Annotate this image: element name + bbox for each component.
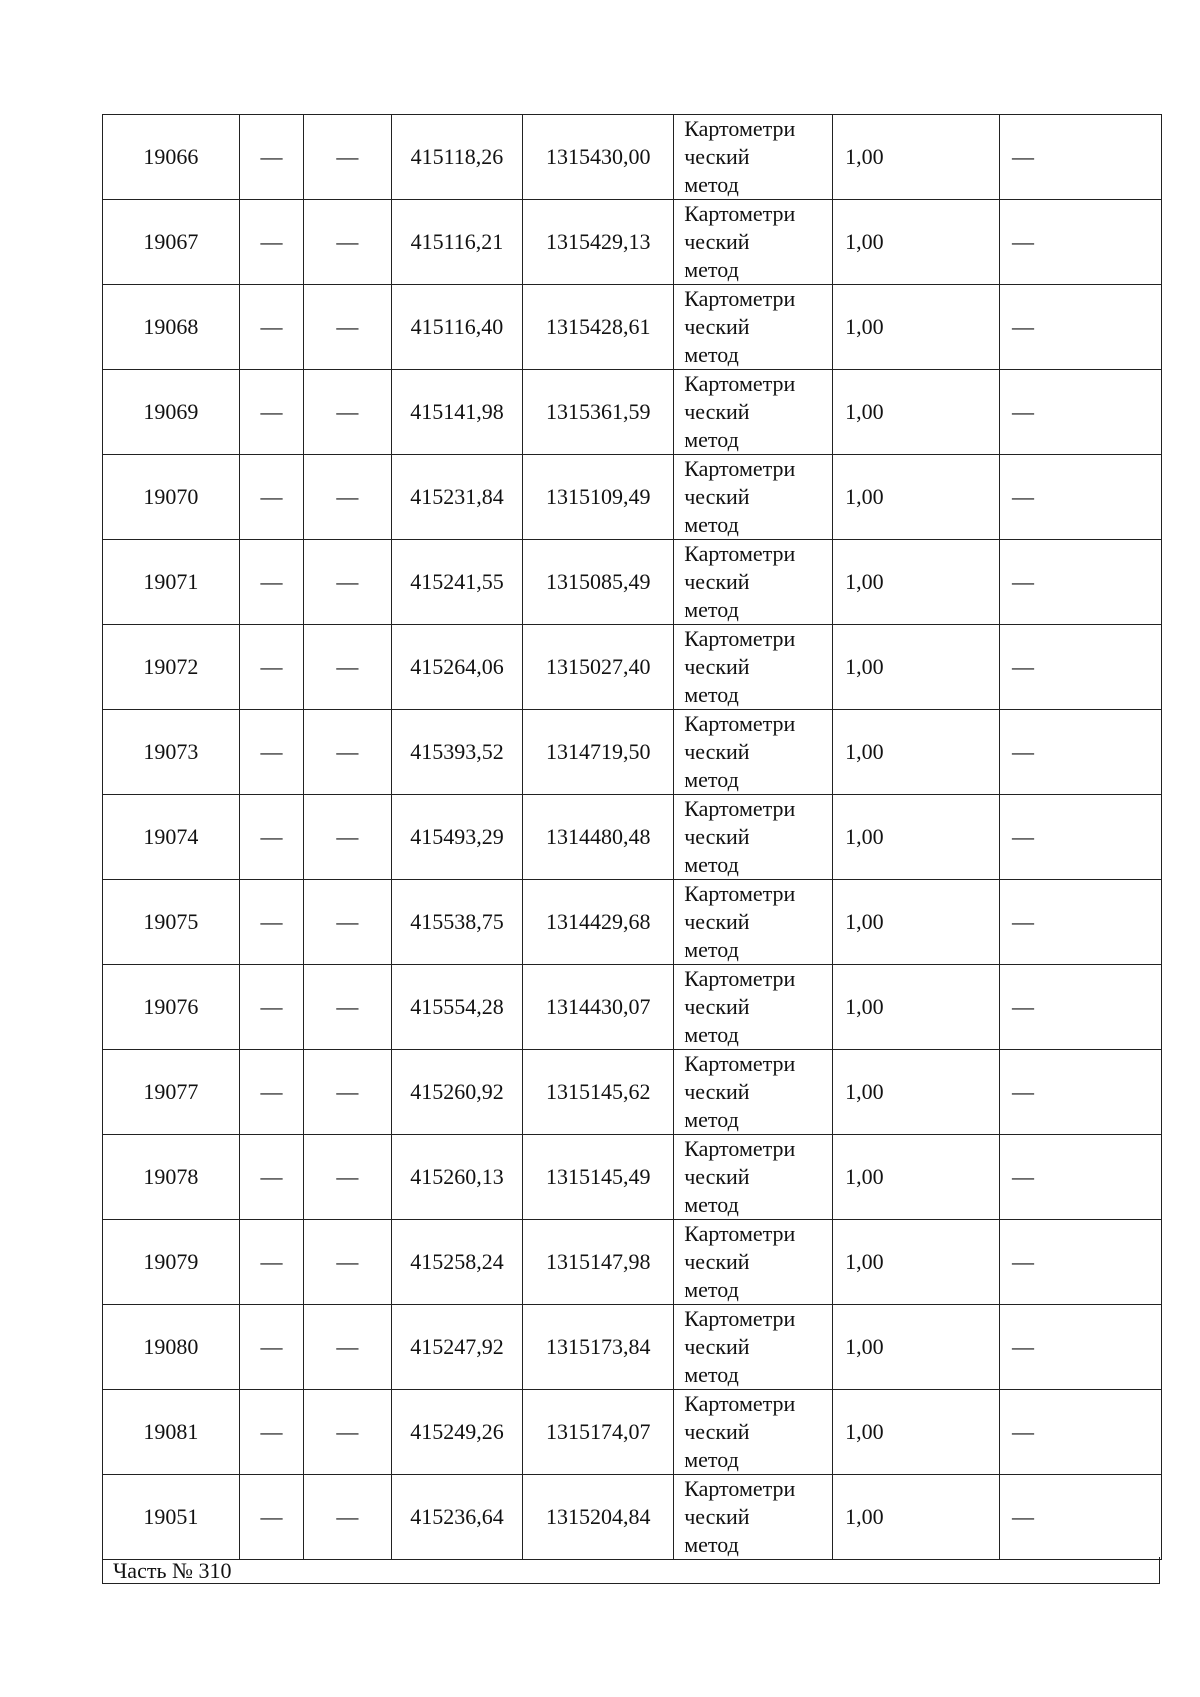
method-line-1: Картометри [684,1136,796,1161]
table-row [103,540,1162,625]
dash-cell-2: — [304,1305,391,1390]
method-cell [674,710,833,795]
dash-cell-3: — [1000,540,1162,625]
dash-cell-2: — [304,370,391,455]
method-line-3: метод [684,1107,739,1132]
point-number-cell: 19068 [103,285,240,370]
dash-cell-3: — [1000,370,1162,455]
method-line-2: ческий [684,654,750,679]
x-coordinate-cell: 415116,21 [391,200,523,285]
point-number-cell: 19077 [103,1050,240,1135]
method-cell [674,1135,833,1220]
dash-cell-2: — [304,965,391,1050]
accuracy-cell: 1,00 [833,625,1000,710]
table-row [103,1135,1162,1220]
method-line-3: метод [684,172,739,197]
point-number-cell: 19071 [103,540,240,625]
accuracy-cell: 1,00 [833,965,1000,1050]
dash-cell-3: — [1000,1135,1162,1220]
accuracy-cell: 1,00 [833,1050,1000,1135]
dash-cell-3: — [1000,285,1162,370]
method-line-1: Картометри [684,371,796,396]
table-row [103,1475,1162,1560]
y-coordinate-cell: 1315204,84 [523,1475,674,1560]
method-line-3: метод [684,852,739,877]
x-coordinate-cell: 415393,52 [391,710,523,795]
method-cell [674,965,833,1050]
method-line-3: метод [684,512,739,537]
table-row [103,965,1162,1050]
point-number-cell: 19051 [103,1475,240,1560]
point-number-cell: 19067 [103,200,240,285]
accuracy-cell: 1,00 [833,1220,1000,1305]
method-cell [674,455,833,540]
method-line-1: Картометри [684,541,796,566]
dash-cell-1: — [239,965,303,1050]
coordinates-table [102,114,1162,1560]
dash-cell-1: — [239,710,303,795]
dash-cell-1: — [239,625,303,710]
y-coordinate-cell: 1315147,98 [523,1220,674,1305]
accuracy-cell: 1,00 [833,455,1000,540]
point-number-cell: 19081 [103,1390,240,1475]
method-line-1: Картометри [684,966,796,991]
table-row [103,115,1162,200]
accuracy-cell: 1,00 [833,1475,1000,1560]
dash-cell-3: — [1000,1220,1162,1305]
point-number-cell: 19072 [103,625,240,710]
method-line-3: метод [684,597,739,622]
dash-cell-2: — [304,880,391,965]
dash-cell-1: — [239,1390,303,1475]
x-coordinate-cell: 415554,28 [391,965,523,1050]
method-line-3: метод [684,1362,739,1387]
table-row [103,1050,1162,1135]
dash-cell-1: — [239,1475,303,1560]
x-coordinate-cell: 415118,26 [391,115,523,200]
method-cell [674,1390,833,1475]
dash-cell-1: — [239,1050,303,1135]
method-line-1: Картометри [684,286,796,311]
point-number-cell: 19075 [103,880,240,965]
method-line-3: метод [684,1277,739,1302]
table-row [103,200,1162,285]
dash-cell-1: — [239,455,303,540]
dash-cell-2: — [304,540,391,625]
x-coordinate-cell: 415493,29 [391,795,523,880]
method-cell [674,795,833,880]
dash-cell-1: — [239,370,303,455]
y-coordinate-cell: 1315429,13 [523,200,674,285]
dash-cell-2: — [304,1390,391,1475]
dash-cell-1: — [239,285,303,370]
y-coordinate-cell: 1315145,62 [523,1050,674,1135]
y-coordinate-cell: 1314719,50 [523,710,674,795]
method-cell [674,1475,833,1560]
method-cell [674,880,833,965]
dash-cell-2: — [304,285,391,370]
point-number-cell: 19069 [103,370,240,455]
method-line-2: ческий [684,1249,750,1274]
y-coordinate-cell: 1315174,07 [523,1390,674,1475]
method-line-2: ческий [684,994,750,1019]
table-row [103,710,1162,795]
dash-cell-3: — [1000,1050,1162,1135]
accuracy-cell: 1,00 [833,115,1000,200]
accuracy-cell: 1,00 [833,880,1000,965]
point-number-cell: 19079 [103,1220,240,1305]
part-number-label: Часть № 310 [102,1557,1160,1584]
method-line-1: Картометри [684,1051,796,1076]
dash-cell-2: — [304,710,391,795]
point-number-cell: 19073 [103,710,240,795]
dash-cell-2: — [304,1220,391,1305]
x-coordinate-cell: 415249,26 [391,1390,523,1475]
dash-cell-3: — [1000,795,1162,880]
method-line-2: ческий [684,1164,750,1189]
dash-cell-3: — [1000,455,1162,540]
method-line-1: Картометри [684,1221,796,1246]
dash-cell-2: — [304,200,391,285]
accuracy-cell: 1,00 [833,1135,1000,1220]
dash-cell-3: — [1000,1475,1162,1560]
method-line-1: Картометри [684,1306,796,1331]
method-line-2: ческий [684,1334,750,1359]
dash-cell-2: — [304,1135,391,1220]
y-coordinate-cell: 1315428,61 [523,285,674,370]
point-number-cell: 19066 [103,115,240,200]
y-coordinate-cell: 1315027,40 [523,625,674,710]
dash-cell-3: — [1000,1390,1162,1475]
x-coordinate-cell: 415231,84 [391,455,523,540]
dash-cell-2: — [304,1050,391,1135]
dash-cell-3: — [1000,1305,1162,1390]
method-line-1: Картометри [684,1476,796,1501]
method-line-2: ческий [684,314,750,339]
method-line-3: метод [684,937,739,962]
y-coordinate-cell: 1315430,00 [523,115,674,200]
accuracy-cell: 1,00 [833,795,1000,880]
y-coordinate-cell: 1315173,84 [523,1305,674,1390]
point-number-cell: 19070 [103,455,240,540]
dash-cell-2: — [304,1475,391,1560]
method-cell [674,625,833,710]
method-line-1: Картометри [684,201,796,226]
method-line-2: ческий [684,399,750,424]
method-line-3: метод [684,767,739,792]
y-coordinate-cell: 1315109,49 [523,455,674,540]
y-coordinate-cell: 1315085,49 [523,540,674,625]
method-cell [674,200,833,285]
method-line-1: Картометри [684,1391,796,1416]
y-coordinate-cell: 1315145,49 [523,1135,674,1220]
dash-cell-3: — [1000,115,1162,200]
dash-cell-1: — [239,115,303,200]
method-line-3: метод [684,427,739,452]
method-line-2: ческий [684,1419,750,1444]
method-line-1: Картометри [684,116,796,141]
point-number-cell: 19080 [103,1305,240,1390]
table-row [103,625,1162,710]
dash-cell-1: — [239,1135,303,1220]
method-line-2: ческий [684,824,750,849]
table-row [103,1390,1162,1475]
method-line-2: ческий [684,569,750,594]
method-line-2: ческий [684,739,750,764]
accuracy-cell: 1,00 [833,1390,1000,1475]
x-coordinate-cell: 415260,13 [391,1135,523,1220]
table-row [103,880,1162,965]
method-line-2: ческий [684,909,750,934]
method-line-2: ческий [684,484,750,509]
accuracy-cell: 1,00 [833,285,1000,370]
dash-cell-2: — [304,795,391,880]
dash-cell-1: — [239,795,303,880]
x-coordinate-cell: 415236,64 [391,1475,523,1560]
table-row [103,285,1162,370]
dash-cell-1: — [239,540,303,625]
method-line-3: метод [684,1447,739,1472]
dash-cell-1: — [239,1220,303,1305]
x-coordinate-cell: 415141,98 [391,370,523,455]
x-coordinate-cell: 415247,92 [391,1305,523,1390]
dash-cell-2: — [304,115,391,200]
method-line-2: ческий [684,229,750,254]
point-number-cell: 19078 [103,1135,240,1220]
x-coordinate-cell: 415260,92 [391,1050,523,1135]
accuracy-cell: 1,00 [833,370,1000,455]
y-coordinate-cell: 1314480,48 [523,795,674,880]
method-line-1: Картометри [684,796,796,821]
table-row [103,1305,1162,1390]
method-cell [674,540,833,625]
dash-cell-3: — [1000,880,1162,965]
method-cell [674,1305,833,1390]
method-line-3: метод [684,342,739,367]
dash-cell-3: — [1000,200,1162,285]
x-coordinate-cell: 415116,40 [391,285,523,370]
method-line-3: метод [684,1192,739,1217]
dash-cell-1: — [239,1305,303,1390]
dash-cell-3: — [1000,625,1162,710]
dash-cell-1: — [239,200,303,285]
accuracy-cell: 1,00 [833,710,1000,795]
y-coordinate-cell: 1314429,68 [523,880,674,965]
accuracy-cell: 1,00 [833,200,1000,285]
method-cell [674,370,833,455]
x-coordinate-cell: 415264,06 [391,625,523,710]
method-line-2: ческий [684,1079,750,1104]
method-line-1: Картометри [684,711,796,736]
method-cell [674,1220,833,1305]
table-row [103,1220,1162,1305]
method-line-3: метод [684,1532,739,1557]
method-cell [674,1050,833,1135]
method-line-1: Картометри [684,626,796,651]
dash-cell-3: — [1000,965,1162,1050]
table-body [103,115,1162,1560]
method-line-3: метод [684,1022,739,1047]
dash-cell-1: — [239,880,303,965]
point-number-cell: 19074 [103,795,240,880]
table-row [103,455,1162,540]
dash-cell-2: — [304,455,391,540]
point-number-cell: 19076 [103,965,240,1050]
y-coordinate-cell: 1314430,07 [523,965,674,1050]
accuracy-cell: 1,00 [833,1305,1000,1390]
dash-cell-3: — [1000,710,1162,795]
table-row [103,370,1162,455]
x-coordinate-cell: 415258,24 [391,1220,523,1305]
method-line-1: Картометри [684,881,796,906]
method-line-3: метод [684,682,739,707]
table-row [103,795,1162,880]
x-coordinate-cell: 415241,55 [391,540,523,625]
dash-cell-2: — [304,625,391,710]
method-cell [674,115,833,200]
method-cell [674,285,833,370]
x-coordinate-cell: 415538,75 [391,880,523,965]
method-line-1: Картометри [684,456,796,481]
method-line-2: ческий [684,1504,750,1529]
y-coordinate-cell: 1315361,59 [523,370,674,455]
method-line-2: ческий [684,144,750,169]
accuracy-cell: 1,00 [833,540,1000,625]
method-line-3: метод [684,257,739,282]
